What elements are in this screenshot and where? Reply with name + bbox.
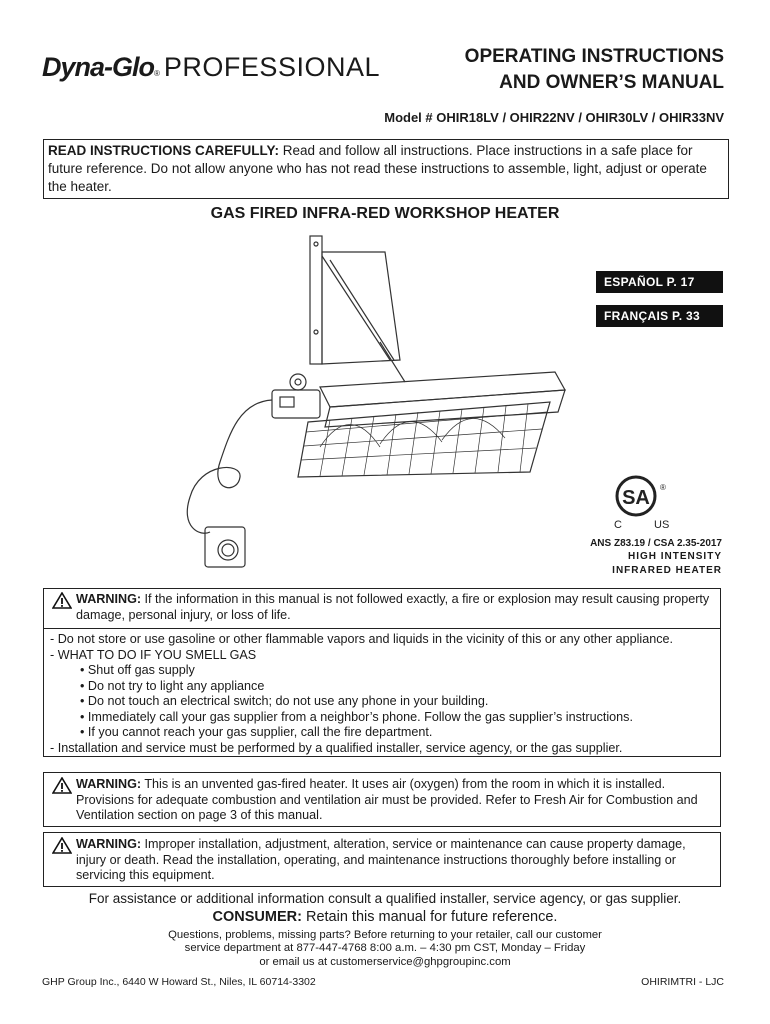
safety-bullet: • Do not try to light any appliance	[80, 678, 265, 693]
warning-label: WARNING:	[76, 592, 142, 606]
logo-registered-mark: ®	[154, 69, 160, 78]
read-instructions-label: READ INSTRUCTIONS CAREFULLY:	[48, 143, 280, 158]
consumer-label: CONSUMER:	[212, 909, 302, 925]
certification-line-3: INFRARED HEATER	[612, 565, 722, 576]
warning-triangle-icon	[52, 592, 76, 623]
logo-professional: PROFESSIONAL	[163, 52, 380, 82]
brand-logo	[42, 52, 380, 83]
csa-us-label: US	[654, 519, 670, 531]
warning-text: Improper installation, adjustment, alteration, service or maintenance can cause property damage, injury or death. Read the installation, operating, and maintenance instructions thoroughly before installing or servicing this equipment.	[76, 837, 686, 882]
consumer-note	[0, 909, 770, 925]
title-line-2: AND OWNER’S MANUAL	[499, 72, 724, 93]
logo-brand: Dyna-Glo	[42, 52, 155, 82]
french-section-tag[interactable]: FRANÇAIS P. 33	[596, 305, 723, 327]
footer-doc-code: OHIRIMTRI - LJC	[641, 976, 724, 988]
title-line-1: OPERATING INSTRUCTIONS	[464, 46, 724, 67]
fire-explosion-warning	[43, 588, 721, 629]
model-numbers: Model # OHIR18LV / OHIR22NV / OHIR30LV / OHIR33NV	[384, 110, 724, 125]
product-subtitle: GAS FIRED INFRA-RED WORKSHOP HEATER	[210, 205, 560, 222]
warning-label: WARNING:	[76, 777, 142, 791]
csa-c-label: C	[614, 519, 622, 531]
warning-label: WARNING:	[76, 837, 142, 851]
warning-text: This is an unvented gas-fired heater. It uses air (oxygen) from the room in which it is installed. Provisions for adequate combustion and ventilation air must be provided. Refer to Fresh Air for Combustion and Ventilation section on page 3 of this manual.	[76, 777, 698, 822]
questions-email-line[interactable]: or email us at customerservice@ghpgroupinc.com	[259, 956, 511, 968]
consumer-text: Retain this manual for future reference.	[301, 909, 558, 925]
safety-bullet: • Do not touch an electrical switch; do not use any phone in your building.	[80, 694, 489, 708]
footer-address: GHP Group Inc., 6440 W Howard St., Niles, IL 60714-3302	[42, 976, 316, 988]
read-instructions-box	[43, 139, 729, 199]
safety-line: - WHAT TO DO IF YOU SMELL GAS	[50, 647, 257, 662]
warning-triangle-icon	[52, 837, 76, 884]
safety-line: - Do not store or use gasoline or other flammable vapors and liquids in the vicinity of this or any other appliance.	[50, 632, 674, 646]
safety-bullet: • If you cannot reach your gas supplier, call the fire department.	[80, 725, 433, 739]
questions-line-1: Questions, problems, missing parts? Before returning to your retailer, call our customer	[168, 929, 602, 941]
questions-line-2: service department at 877-447-4768 8:00 a.m. – 4:30 pm CST, Monday – Friday	[184, 942, 586, 954]
safety-line: - Installation and service must be performed by a qualified installer, service agency, or the gas supplier.	[50, 740, 623, 755]
document-title	[465, 44, 724, 96]
warning-triangle-icon	[52, 777, 76, 824]
unvented-heater-warning	[43, 772, 721, 827]
read-instructions-text: Read and follow all instructions. Place instructions in a safe place for future reference. Do not allow anyone who has not read these instructions to assemble, light, adjust or operate the heater.	[48, 143, 707, 194]
certification-line-2: HIGH INTENSITY	[627, 551, 722, 562]
csa-certification-icon	[590, 468, 710, 534]
heater-illustration	[180, 232, 580, 577]
svg-text:SA: SA	[622, 487, 650, 509]
safety-bullet: • Shut off gas supply	[80, 663, 195, 677]
spanish-section-tag[interactable]: ESPAÑOL P. 17	[596, 271, 723, 293]
gas-safety-list	[43, 629, 721, 757]
certification-standard: ANS Z83.19 / CSA 2.35-2017	[590, 538, 722, 549]
assistance-note: For assistance or additional information consult a qualified installer, service agency, or gas supplier.	[88, 891, 682, 906]
svg-text:®: ®	[660, 483, 666, 492]
installation-warning	[43, 832, 721, 887]
warning-text: If the information in this manual is not followed exactly, a fire or explosion may result causing property damage, personal injury, or loss of life.	[76, 592, 710, 622]
safety-bullet: • Immediately call your gas supplier from a neighbor’s phone. Follow the gas supplier’s instructions.	[80, 709, 633, 724]
